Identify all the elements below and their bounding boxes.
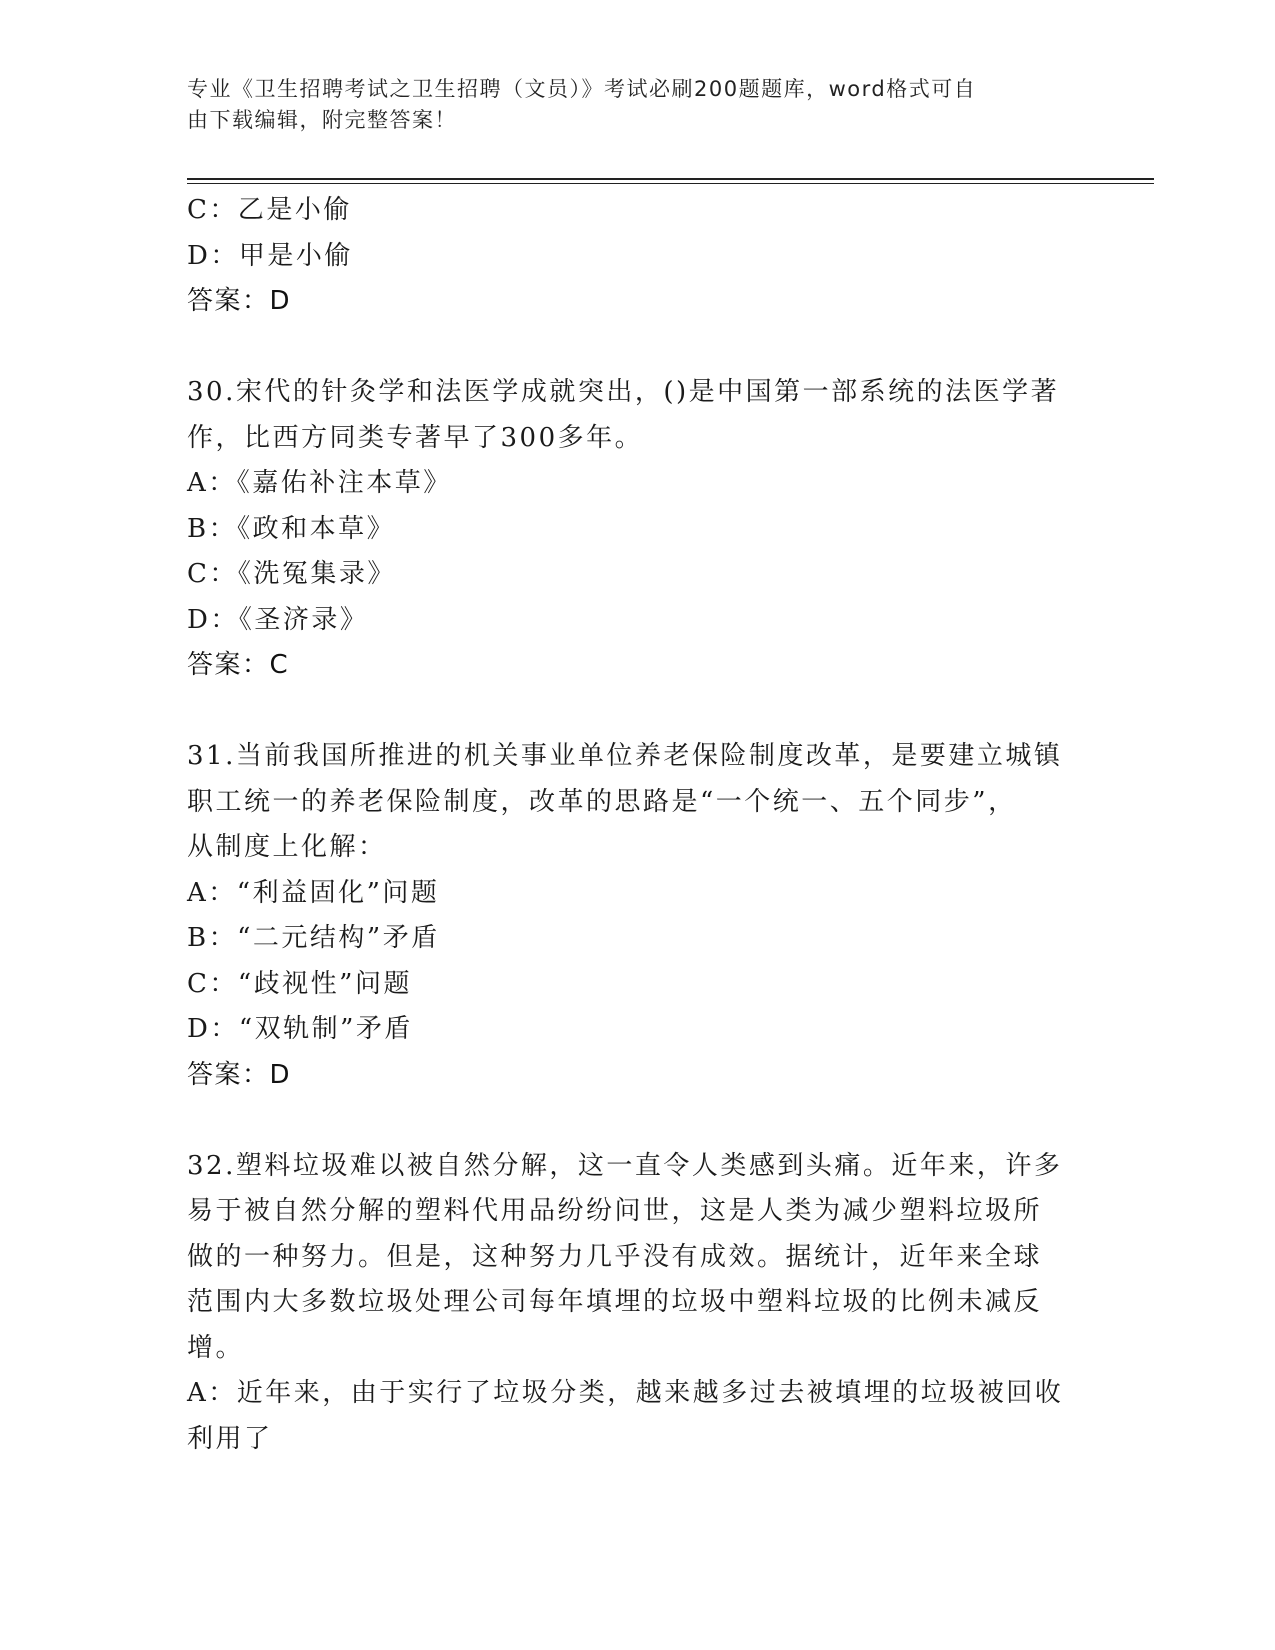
q31-option-d: D：“双轨制”矛盾 — [187, 1014, 413, 1044]
q30-answer: 答案：C — [187, 650, 290, 680]
q31-option-c: C：“歧视性”问题 — [187, 968, 412, 999]
header-line-1: 专业《卫生招聘考试之卫生招聘（文员）》考试必刷200题题库，word格式可自 — [187, 77, 977, 101]
spacer — [187, 689, 1077, 735]
q29-option-d: D：甲是小偷 — [187, 240, 353, 271]
header-rule-thin — [187, 183, 1154, 184]
question-29-tail — [187, 188, 1077, 325]
q30-option-b: B：《政和本草》 — [187, 513, 396, 544]
q30-option-c: C：《洗冤集录》 — [187, 559, 396, 589]
header-rule-thick — [187, 178, 1154, 180]
question-32 — [187, 1144, 1077, 1463]
q30-option-a: A：《嘉佑补注本草》 — [187, 468, 452, 498]
q32-option-a-line-1: A：近年来，由于实行了垃圾分类，越来越多过去被填埋的垃圾被回收 — [187, 1378, 1064, 1408]
spacer — [187, 1098, 1077, 1144]
q32-stem-line-2: 易于被自然分解的塑料代用品纷纷问世，这是人类为减少塑料垃圾所 — [187, 1196, 1043, 1226]
q30-option-d: D：《圣济录》 — [187, 604, 369, 635]
question-30 — [187, 370, 1077, 689]
q29-option-c: C：乙是小偷 — [187, 195, 352, 225]
q31-stem-line-2: 职工统一的养老保险制度，改革的思路是“一个统一、五个同步”， — [187, 786, 1017, 817]
question-31 — [187, 734, 1077, 1098]
q30-stem-line-1: 30.宋代的针灸学和法医学成就突出，()是中国第一部系统的法医学著 — [187, 377, 1060, 407]
q30-stem-line-2: 作，比西方同类专著早了300多年。 — [187, 422, 644, 453]
q31-stem-line-1: 31.当前我国所推进的机关事业单位养老保险制度改革，是要建立城镇 — [187, 741, 1063, 771]
q32-stem-line-3: 做的一种努力。但是，这种努力几乎没有成效。据统计，近年来全球 — [187, 1241, 1043, 1272]
q31-stem-line-3: 从制度上化解： — [187, 832, 387, 862]
document-body — [187, 188, 1077, 1462]
document-header — [187, 74, 1067, 136]
q31-option-b: B：“二元结构”矛盾 — [187, 923, 440, 953]
q29-answer: 答案：D — [187, 286, 292, 316]
spacer — [187, 325, 1077, 371]
q31-option-a: A：“利益固化”问题 — [187, 877, 440, 908]
q32-stem-line-1: 32.塑料垃圾难以被自然分解，这一直令人类感到头痛。近年来，许多 — [187, 1150, 1063, 1181]
q32-option-a-line-2: 利用了 — [187, 1423, 273, 1454]
q32-stem-line-4: 范围内大多数垃圾处理公司每年填埋的垃圾中塑料垃圾的比例未减反 — [187, 1287, 1043, 1317]
q31-answer: 答案：D — [187, 1059, 292, 1090]
header-line-2: 由下载编辑，附完整答案！ — [187, 108, 457, 132]
q32-stem-line-5: 增。 — [187, 1332, 245, 1363]
